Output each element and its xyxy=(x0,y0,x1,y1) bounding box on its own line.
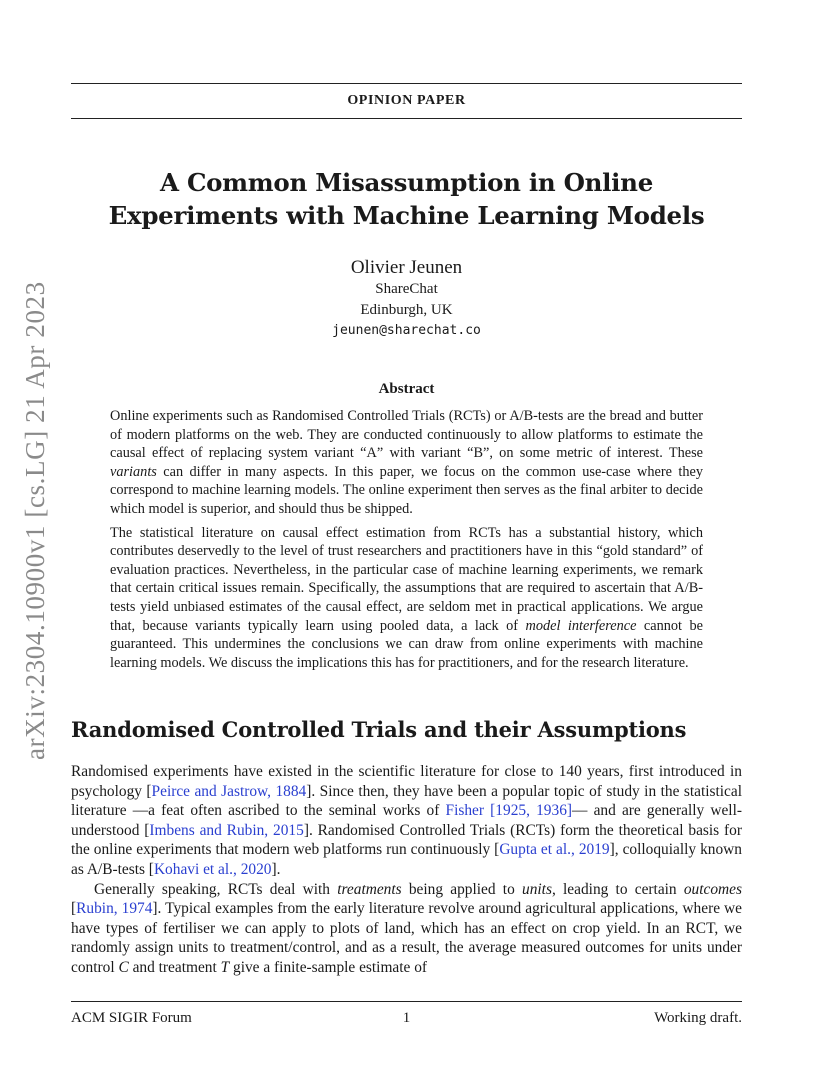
abstract-text: cannot be guaranteed. This undermines the conclusions we can draw from online experiments with machine learning models. We discuss the implications this has for practitioners, and for the research literature. xyxy=(110,617,703,671)
body-text: ]. Since then, they have been a popular topic of study in the statistical literature —a feat often ascribed to the seminal works of xyxy=(71,782,742,820)
paper-title xyxy=(71,166,742,232)
body-text: — and are generally well-understood [ xyxy=(71,802,742,839)
abstract-heading: Abstract xyxy=(378,381,435,397)
section-body xyxy=(71,762,742,978)
abstract-text: Online experiments such as Randomised Controlled Trials (RCTs) or A/B-tests are the bread and butter of modern platforms on the web. They are conducted continuously to allow platforms to estimate the causal effect of replacing system variant “A” with variant “B”, on some metric of interest. These xyxy=(110,408,703,462)
body-emphasis: units xyxy=(522,880,552,898)
math-variable: C xyxy=(118,958,129,976)
citation-link[interactable]: Rubin, 1974 xyxy=(76,900,153,918)
author-name: Olivier Jeunen xyxy=(350,257,463,278)
body-paragraph xyxy=(71,880,742,978)
citation-link[interactable]: Imbens and Rubin, 2015 xyxy=(149,821,304,839)
footer-rule xyxy=(71,1001,742,1002)
footer-venue: ACM SIGIR Forum xyxy=(71,1010,192,1026)
body-paragraph xyxy=(71,762,742,880)
citation-link[interactable]: Kohavi et al., 2020 xyxy=(153,860,272,878)
citation-link[interactable]: Peirce and Jastrow, 1884 xyxy=(151,782,307,800)
title-line-2: Experiments with Machine Learning Models xyxy=(108,201,705,230)
abstract-text: The statistical literature on causal effect estimation from RCTs has a substantial history, which contributes deservedly to the level of trust researchers and practitioners have in this “gold standard” of evaluation practices. Nevertheless, in the particular case of machine learning experiments, we remark that certain critical issues remain. Specifically, the assumptions that are required to ascertain that A/B-tests yield unbiased estimates of the causal effect, are seldom met in practical applications. We argue that, because variants typically learn using pooled data, a lack of xyxy=(110,524,703,634)
header-bottom-rule xyxy=(71,118,742,119)
body-text: Randomised experiments have existed in the scientific literature for close to 140 years, first introduced in psychology [ xyxy=(71,763,742,800)
abstract-text: can differ in many aspects. In this paper, we focus on the common use-case where they correspond to machine learning models. The online experiment then serves as the final arbiter to decide which model is superior, and should thus be shipped. xyxy=(110,463,703,517)
math-variable: T xyxy=(220,958,230,976)
page-number: 1 xyxy=(402,1010,411,1026)
author-location: Edinburgh, UK xyxy=(360,302,453,318)
body-text: and treatment xyxy=(128,958,221,976)
body-text: , leading to certain xyxy=(551,880,684,898)
body-text: ], colloquially known as A/B-tests [ xyxy=(71,841,742,878)
abstract-emphasis: variants xyxy=(110,463,157,480)
body-emphasis: outcomes xyxy=(683,880,742,898)
page-footer xyxy=(71,1010,742,1030)
arxiv-identifier: arXiv:2304.10900v1 [cs.LG] 21 Apr 2023 xyxy=(20,281,50,760)
abstract-paragraph xyxy=(110,524,703,673)
citation-link[interactable]: Fisher [1925, 1936] xyxy=(445,802,573,820)
author-affiliation: ShareChat xyxy=(375,281,438,297)
body-text: [ xyxy=(71,900,77,918)
author-email[interactable]: jeunen@sharechat.co xyxy=(332,323,481,338)
section-heading: Randomised Controlled Trials and their Assumptions xyxy=(71,717,687,742)
citation-link[interactable]: Gupta et al., 2019 xyxy=(499,841,610,859)
abstract-body xyxy=(110,407,703,677)
body-text: ]. Typical examples from the early literature revolve around agricultural applications, where we have types of fertiliser we can apply to plots of land, which has an effect on crop yield. In an RCT, we randomly assign units to treatment/control, and as a result, the average measured outcomes for units under control xyxy=(71,900,742,976)
paper-type-label: OPINION PAPER xyxy=(347,93,466,108)
body-text: ]. Randomised Controlled Trials (RCTs) form the theoretical basis for the online experiments that modern web platforms run continuously [ xyxy=(71,821,742,859)
body-emphasis: treatments xyxy=(337,880,402,898)
abstract-paragraph xyxy=(110,407,703,519)
abstract-emphasis: model interference xyxy=(525,617,637,634)
title-line-1: A Common Misassumption in Online xyxy=(160,168,653,197)
footer-status: Working draft. xyxy=(654,1010,742,1026)
body-text: Generally speaking, RCTs deal with xyxy=(94,880,338,898)
body-text: give a finite-sample estimate of xyxy=(229,958,428,976)
header-top-rule xyxy=(71,83,742,84)
body-text: being applied to xyxy=(401,880,523,898)
body-text: ]. xyxy=(271,860,281,878)
